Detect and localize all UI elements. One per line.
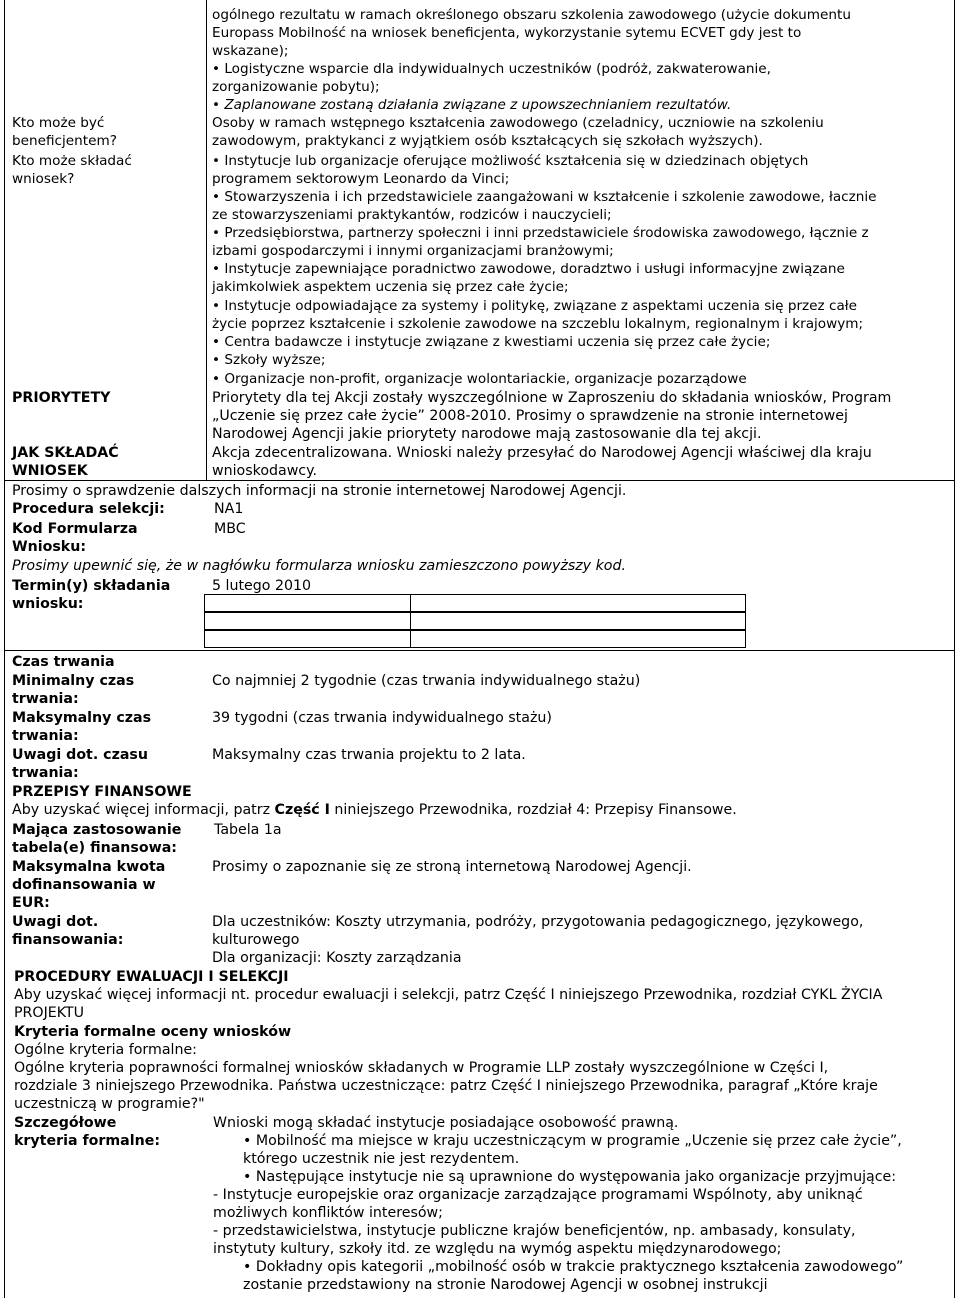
applicants-line: ze stowarzyszeniami praktykantów, rodziców i nauczycieli; [212, 207, 612, 223]
right-border [954, 0, 955, 1298]
evaluation-title: PROCEDURY EWALUACJI I SELEKCJI [14, 969, 289, 985]
priorities-line: „Uczenie się przez całe życie” 2008-2010. Prosimy o sprawdzenie na stronie internetowej [212, 408, 848, 424]
formal-criteria-title: Kryteria formalne oceny wniosków [14, 1024, 292, 1040]
form-code-value: MBC [214, 521, 246, 537]
applicants-line: • Instytucje odpowiadające za systemy i politykę, związane z aspektami uczenia się przez całe [212, 298, 858, 314]
deadline-label-2: wniosku: [12, 596, 84, 612]
applicants-line: programem sektorowym Leonardo da Vinci; [212, 171, 510, 187]
general-criteria-line: uczestniczą w programie?" [14, 1096, 205, 1112]
intro-line-2: Europass Mobilność na wniosek beneficjenta, wykorzystanie sytemu ECVET gdy jest to [212, 25, 802, 41]
detailed-criteria-label-2: kryteria formalne: [14, 1133, 160, 1149]
form-code-label-1: Kod Formularza [12, 521, 138, 537]
duration-notes-value: Maksymalny czas trwania projektu to 2 lata. [212, 747, 526, 763]
detailed-criteria-line: którego uczestnik nie jest rezydentem. [243, 1151, 520, 1167]
general-criteria-line: rozdziale 3 niniejszego Przewodnika. Państwa uczestniczące: patrz Część I niniejszego Przewodnika, paragraf „Które kraje [14, 1078, 878, 1094]
detailed-criteria-line: możliwych konfliktów interesów; [213, 1205, 443, 1221]
bullet-dissemination: • Zaplanowane zostaną działania związane z upowszechnianiem rezultatów. [212, 97, 732, 113]
duration-notes-label-2: trwania: [12, 765, 79, 781]
finance-max-label-3: EUR: [12, 895, 50, 911]
detailed-criteria-line: • Mobilność ma miejsce w kraju uczestniczącym w programie „Uczenie się przez całe życie”, [243, 1133, 902, 1149]
duration-title: Czas trwania [12, 654, 115, 670]
finance-table-label-2: tabela(e) finansowa: [12, 840, 177, 856]
finance-notes-label-2: finansowania: [12, 932, 124, 948]
detailed-criteria-line: zostanie przedstawiony na stronie Narodowej Agencji w osobnej instrukcji [243, 1277, 768, 1293]
how-to-apply-label-1: JAK SKŁADAĆ [12, 445, 119, 461]
beneficiaries-label-1: Kto może być [12, 115, 105, 131]
deadline-empty-field-3 [204, 630, 746, 648]
detailed-criteria-line: - Instytucje europejskie oraz organizacje zarządzające programami Wspólnoty, aby uniknąć [213, 1187, 863, 1203]
finance-notes-line: kulturowego [212, 932, 300, 948]
priorities-label: PRIORYTETY [12, 390, 111, 406]
beneficiaries-text-2: zawodowym, praktykanci z wyjątkiem osób kształcących się szkołach wyższych). [212, 133, 763, 149]
general-criteria-label: Ogólne kryteria formalne: [14, 1042, 197, 1058]
finance-table-value: Tabela 1a [214, 822, 282, 838]
applicants-line: • Przedsiębiorstwa, partnerzy społeczni i inni przedstawiciele środowiska zawodowego, łącznie z [212, 225, 869, 241]
finance-notes-line: Dla organizacji: Koszty zarządzania [212, 950, 462, 966]
duration-min-value: Co najmniej 2 tygodnie (czas trwania indywidualnego stażu) [212, 673, 641, 689]
column-divider-top [206, 0, 207, 480]
deadline-column-divider [410, 594, 411, 648]
applicants-line: życie poprzez kształcenie i szkolenie zawodowe na szczeblu lokalnym, regionalnym i krajowym; [212, 316, 864, 332]
applicants-line: • Centra badawcze i instytucje związane z kwestiami uczenia się przez całe życie; [212, 334, 771, 350]
how-to-apply-label-2: WNIOSEK [12, 463, 88, 479]
deadline-empty-field-2 [204, 612, 746, 630]
detailed-criteria-line: - przedstawicielstwa, instytucje publiczne krajów beneficjentów, np. ambasady, konsulaty, [213, 1223, 856, 1239]
evaluation-info-1: Aby uzyskać więcej informacji nt. procedur ewaluacji i selekcji, patrz Część I niniejszego Przewodnika, rozdział CYKL ŻYCIA [14, 987, 883, 1003]
applicants-label-1: Kto może składać [12, 153, 132, 169]
finance-title: PRZEPISY FINANSOWE [12, 784, 192, 800]
deadline-section-bottom [4, 650, 954, 651]
finance-max-value: Prosimy o zapoznanie się ze stroną internetową Narodowej Agencji. [212, 859, 692, 875]
evaluation-info-2: PROJEKTU [14, 1005, 84, 1021]
duration-max-label-1: Maksymalny czas [12, 710, 152, 726]
how-to-apply-line: wnioskodawcy. [212, 463, 317, 479]
form-code-label-2: Wniosku: [12, 539, 87, 555]
deadline-empty-field-1 [204, 594, 746, 612]
duration-min-label-2: trwania: [12, 691, 79, 707]
how-to-apply-line: Akcja zdecentralizowana. Wnioski należy przesyłać do Narodowej Agencji właściwej dla kraju [212, 445, 872, 461]
applicants-line: • Instytucje zapewniające poradnictwo zawodowe, doradztwo i usługi informacyjne związane [212, 261, 845, 277]
procedure-label: Procedura selekcji: [12, 501, 165, 517]
bullet-logistics-2: zorganizowanie pobytu); [212, 79, 380, 95]
intro-line-3: wskazane); [212, 43, 289, 59]
left-border [4, 0, 5, 1298]
priorities-line: Narodowej Agencji jakie priorytety narodowe mają zastosowanie dla tej akcji. [212, 426, 762, 442]
detailed-criteria-line: instytuty kultury, szkoły itd. ze względu na wymóg aspektu międzynarodowego; [213, 1241, 782, 1257]
applicants-label-2: wniosek? [12, 171, 75, 187]
general-criteria-line: Ogólne kryteria poprawności formalnej wniosków składanych w Programie LLP zostały wyszczególnione w Części I, [14, 1060, 829, 1076]
check-info-text: Prosimy o sprawdzenie dalszych informacji na stronie internetowej Narodowej Agencji. [12, 483, 627, 499]
deadline-value: 5 lutego 2010 [212, 578, 312, 594]
beneficiaries-text-1: Osoby w ramach wstępnego kształcenia zawodowego (czeladnicy, uczniowie na szkoleniu [212, 115, 824, 131]
beneficiaries-label-2: beneficjentem? [12, 133, 117, 149]
finance-notes-label-1: Uwagi dot. [12, 914, 99, 930]
header-note: Prosimy upewnić się, że w nagłówku formularza wniosku zamieszczono powyższy kod. [12, 558, 626, 574]
priorities-line: Priorytety dla tej Akcji zostały wyszczególnione w Zaproszeniu do składania wniosków, Program [212, 390, 892, 406]
finance-notes-line: Dla uczestników: Koszty utrzymania, podróży, przygotowania pedagogicznego, językowego, [212, 914, 864, 930]
detailed-criteria-line: Wnioski mogą składać instytucje posiadające osobowość prawną. [213, 1115, 679, 1131]
duration-max-label-2: trwania: [12, 728, 79, 744]
applicants-line: • Szkoły wyższe; [212, 352, 326, 368]
deadline-label-1: Termin(y) składania [12, 578, 171, 594]
intro-line-1: ogólnego rezultatu w ramach określonego obszaru szkolenia zawodowego (użycie dokumentu [212, 7, 851, 23]
applicants-line: • Instytucje lub organizacje oferujące możliwość kształcenia się w dziedzinach objętych [212, 153, 809, 169]
bullet-logistics-1: • Logistyczne wsparcie dla indywidualnych uczestników (podróż, zakwaterowanie, [212, 61, 771, 77]
detailed-criteria-line: • Następujące instytucje nie są uprawnione do występowania jako organizacje przyjmujące: [243, 1169, 897, 1185]
procedure-value: NA1 [214, 501, 244, 517]
detailed-criteria-label-1: Szczegółowe [14, 1115, 117, 1131]
applicants-line: izbami gospodarczymi i innymi organizacjami branżowymi; [212, 243, 614, 259]
finance-table-label-1: Mająca zastosowanie [12, 822, 182, 838]
detailed-criteria-line: • Dokładny opis kategorii „mobilność osób w trakcie praktycznego kształcenia zawodowego” [243, 1259, 904, 1275]
duration-notes-label-1: Uwagi dot. czasu [12, 747, 148, 763]
finance-info: Aby uzyskać więcej informacji, patrz Część I niniejszego Przewodnika, rozdział 4: Przepisy Finansowe. [12, 802, 737, 818]
applicants-line: jakimkolwiek aspektem uczenia się przez całe życie; [212, 279, 569, 295]
row-divider-before-general-info [4, 480, 954, 481]
finance-max-label-1: Maksymalna kwota [12, 859, 166, 875]
duration-max-value: 39 tygodni (czas trwania indywidualnego stażu) [212, 710, 552, 726]
duration-min-label-1: Minimalny czas [12, 673, 135, 689]
finance-max-label-2: dofinansowania w [12, 877, 156, 893]
applicants-line: • Stowarzyszenia i ich przedstawiciele zaangażowani w kształcenie i szkolenie zawodowe, łacznie [212, 189, 877, 205]
applicants-line: • Organizacje non-profit, organizacje wolontariackie, organizacje pozarządowe [212, 371, 747, 387]
